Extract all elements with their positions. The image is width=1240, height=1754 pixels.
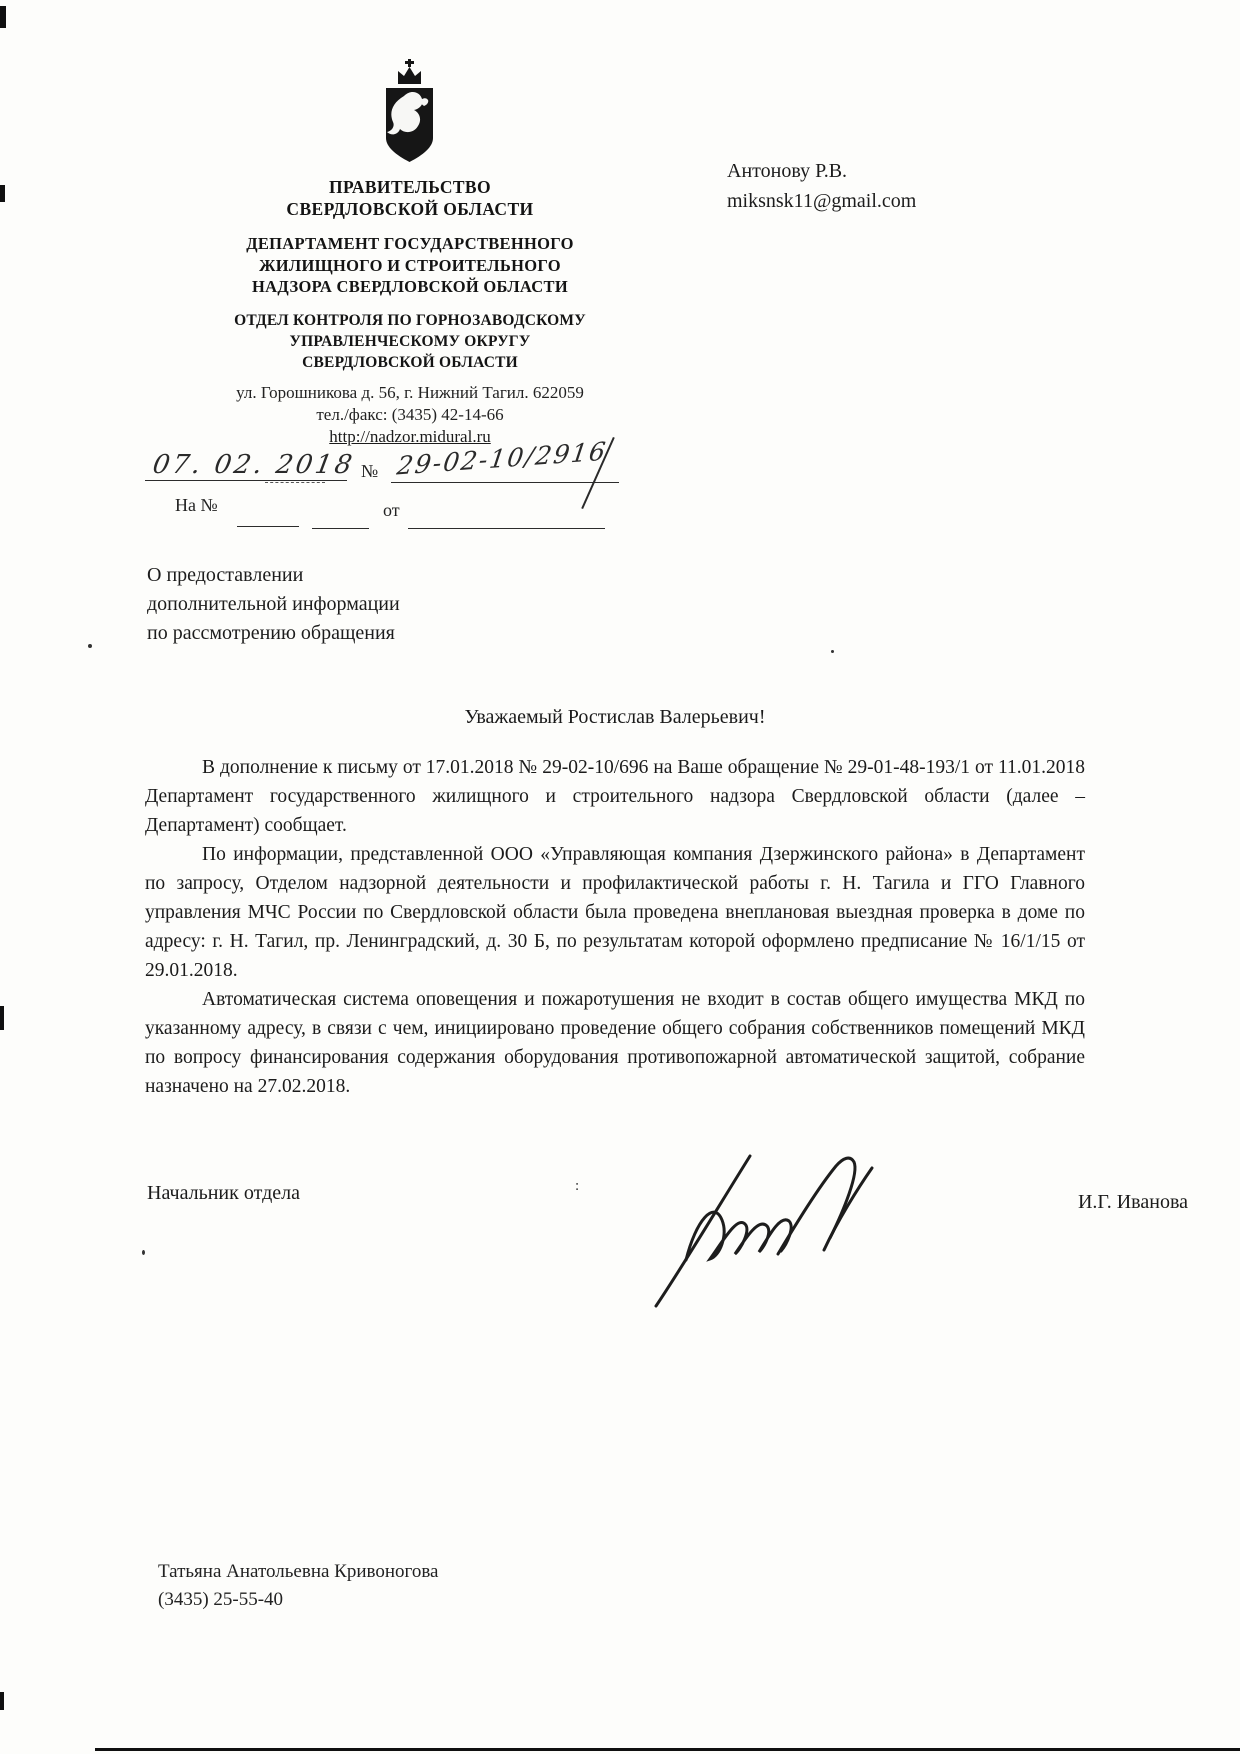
executor-phone: (3435) 25-55-40 (158, 1589, 284, 1610)
handwritten-signature-icon (628, 1108, 890, 1308)
scan-edge-mark (0, 1006, 4, 1030)
scan-speck: : (575, 1178, 580, 1194)
phone-fax: тел./факс: (3435) 42-14-66 (316, 404, 504, 424)
letter-body (145, 753, 1085, 1101)
date-underline (145, 480, 347, 481)
body-paragraph-2: По информации, представленной ООО «Управляющая компания Дзержинского района» в Департамент по запросу, Отделом надзорной деятельности и профилактической работы г. Н. Тагила и ГГО Главного управления МЧС России по Свердловской области была проведена внеплановая выездная проверка в доме по адресу: г. Н. Тагил, пр. Ленинградский, д. 30 Б, по результатам которой оформлено предписание № 16/1/15 от 29.01.2018. (145, 844, 1085, 981)
handwritten-date: 07. 02. 2018 (150, 450, 358, 480)
number-underline (391, 482, 619, 483)
government-name-line1: ПРАВИТЕЛЬСТВО (328, 177, 492, 197)
scan-speck (88, 644, 92, 648)
date-underline-faded (265, 482, 325, 483)
addressee-block (727, 156, 916, 216)
scan-edge-mark (0, 6, 6, 28)
division-line2: УПРАВЛЕНЧЕСКОМУ ОКРУГУ (289, 332, 531, 350)
scan-speck (831, 650, 834, 653)
salutation: Уважаемый Ростислав Валерьевич! (464, 706, 766, 728)
subject-line3: по рассмотрению обращения (147, 622, 395, 644)
reply-to-number-label: На № (175, 495, 218, 515)
subject-line1: О предоставлении (147, 564, 304, 586)
addressee-name: Антонову Р.В. (727, 160, 848, 182)
addressee-email: miksnsk11@gmail.com (727, 190, 917, 212)
website-url: http://nadzor.midural.ru (329, 426, 491, 446)
scan-speck (142, 1250, 145, 1255)
scan-bottom-line (95, 1748, 1240, 1751)
body-paragraph-3: Автоматическая система оповещения и пожаротушения не входит в состав общего имущества МКД по указанному адресу, в связи с чем, инициировано проведение общего собрания собственников помещений МКД по вопросу финансирования содержания оборудования противопожарной автоматической защитой, собрание назначено на 27.02.2018. (145, 989, 1085, 1097)
reply-number-blank-underline2 (312, 528, 369, 529)
number-sign-label: № (361, 461, 379, 481)
department-line1: ДЕПАРТАМЕНТ ГОСУДАРСТВЕННОГО (246, 234, 574, 253)
department-name (170, 233, 650, 298)
reply-from-label: от (383, 500, 400, 520)
executor-name: Татьяна Анатольевна Кривоногова (158, 1561, 439, 1582)
signer-position-title: Начальник отдела (147, 1182, 300, 1204)
executor-block (158, 1558, 439, 1614)
division-name (170, 310, 650, 373)
department-line2: ЖИЛИЩНОГО И СТРОИТЕЛЬНОГО (259, 255, 561, 275)
signer-name: И.Г. Иванова (1077, 1191, 1188, 1213)
government-name-line2: СВЕРДЛОВСКОЙ ОБЛАСТИ (286, 199, 534, 219)
coat-of-arms-icon (379, 58, 441, 168)
scan-edge-mark (0, 1692, 4, 1710)
reply-date-blank-underline (408, 528, 605, 529)
subject-line2: дополнительной информации (147, 593, 400, 615)
postal-address: ул. Горошникова д. 56, г. Нижний Тагил. 622059 (236, 382, 584, 402)
scan-edge-mark (0, 185, 5, 202)
body-paragraph-1: В дополнение к письму от 17.01.2018 № 29-02-10/696 на Ваше обращение № 29-01-48-193/1 от 11.01.2018 Департамент государственного жилищного и строительного надзора Свердловской области (далее – Департамент) сообщает. (145, 757, 1085, 836)
subject-block (147, 561, 400, 648)
department-line3: НАДЗОРА СВЕРДЛОВСКОЙ ОБЛАСТИ (252, 277, 568, 296)
division-line1: ОТДЕЛ КОНТРОЛЯ ПО ГОРНОЗАВОДСКОМУ (234, 311, 586, 329)
division-line3: СВЕРДЛОВСКОЙ ОБЛАСТИ (302, 353, 518, 371)
reply-number-blank-underline (237, 526, 299, 527)
letterhead (170, 58, 650, 447)
handwritten-outgoing-number: 29-02-10/2916 (395, 436, 610, 481)
